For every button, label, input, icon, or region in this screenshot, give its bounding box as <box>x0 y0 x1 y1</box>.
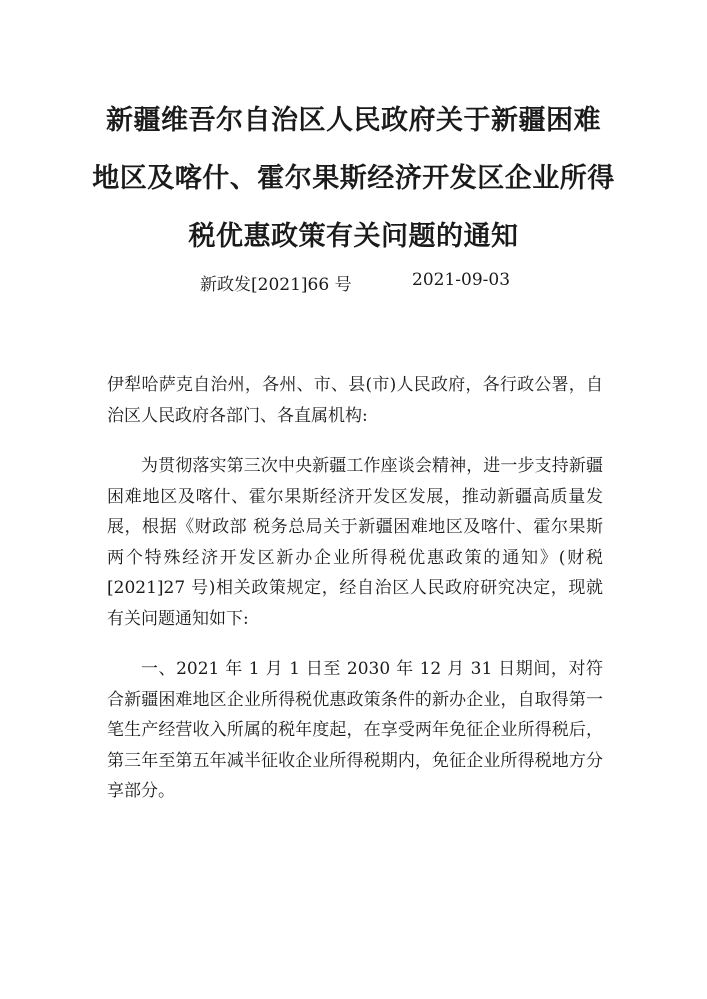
document-body <box>107 370 603 827</box>
document-number: 新政发[2021]66 号 <box>200 275 352 295</box>
document-date: 2021-09-03 <box>412 270 511 290</box>
paragraph-preamble: 为贯彻落实第三次中央新疆工作座谈会精神，进一步支持新疆困难地区及喀什、霍尔果斯经济开发区发展，推动新疆高质量发展，根据《财政部 税务总局关于新疆困难地区及喀什、霍尔果斯两个特殊经济开发区新办企业所得税优惠政策的通知》(财税[2021]27 号)相关政策规定，经自治区人民政府研究决定，现就有关问题通知如下: <box>107 456 603 629</box>
title-line-3: 税优惠政策有关问题的通知 <box>188 221 519 252</box>
document-title <box>90 92 617 266</box>
addressee: 伊犁哈萨克自治州，各州、市、县(市)人民政府，各行政公署，自治区人民政府各部门、各直属机构: <box>107 375 603 426</box>
title-line-1: 新疆维吾尔自治区人民政府关于新疆困难 <box>106 105 601 136</box>
title-line-2: 地区及喀什、霍尔果斯经济开发区企业所得 <box>92 163 615 194</box>
paragraph-item-1: 一、2021 年 1 月 1 日至 2030 年 12 月 31 日期间，对符合新疆困难地区企业所得税优惠政策条件的新办企业，自取得第一笔生产经营收入所属的税年度起，在享受两年免征企业所得税后，第三年至第五年减半征收企业所得税期内，免征企业所得税地方分享部分。 <box>107 659 603 801</box>
document-info <box>0 270 707 300</box>
